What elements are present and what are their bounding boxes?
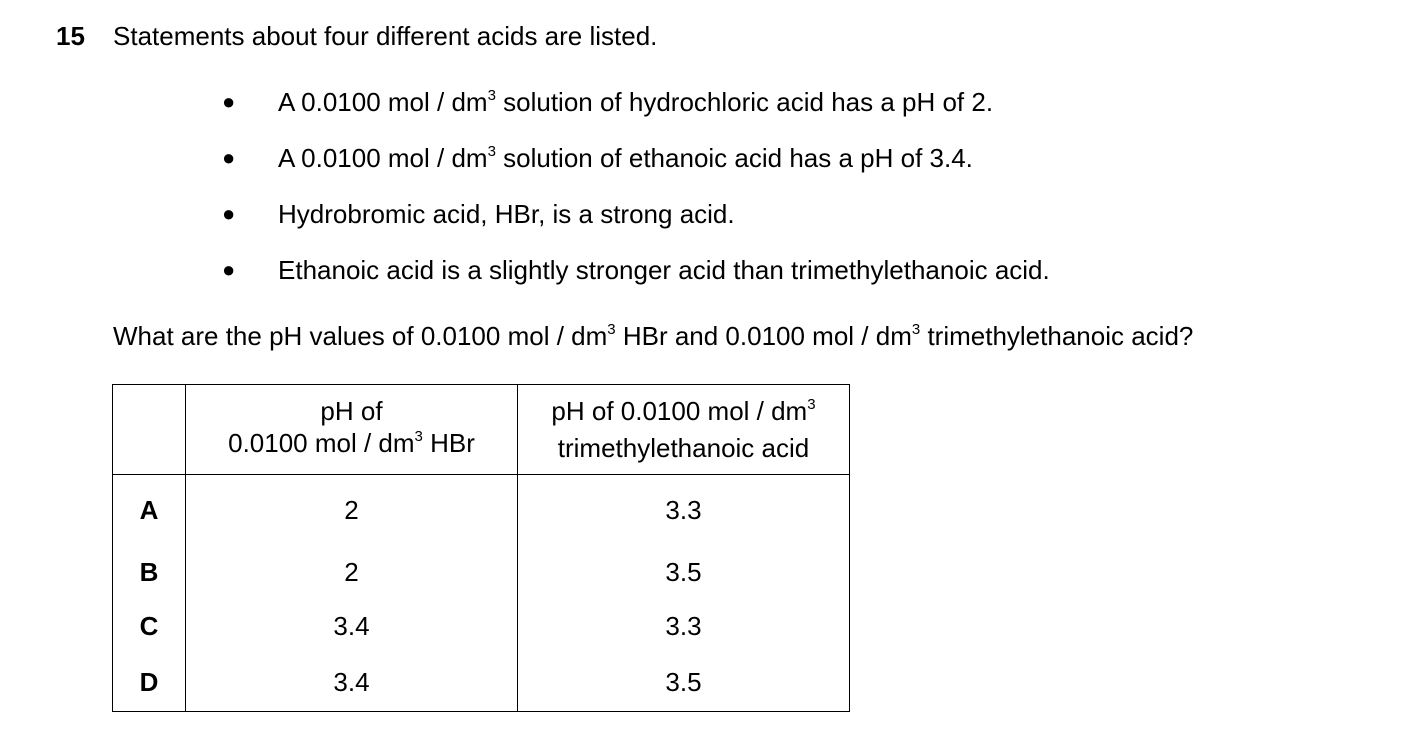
hbr-value: 2 (186, 475, 518, 546)
option-letter[interactable]: A (113, 475, 186, 546)
trimethylethanoic-value: 3.5 (518, 545, 850, 599)
statement-item (0, 140, 1403, 176)
question-number: 15 (56, 21, 85, 51)
bullet-icon: ● (222, 145, 236, 170)
trimethylethanoic-value: 3.3 (518, 475, 850, 546)
table-row[interactable] (113, 545, 850, 599)
table-row[interactable] (113, 599, 850, 653)
option-letter[interactable]: B (113, 545, 186, 599)
statement-text: Hydrobromic acid, HBr, is a strong acid. (278, 199, 735, 229)
header-blank-cell (113, 385, 186, 475)
header-trimethylethanoic-ph: pH of 0.0100 mol / $dm^3$ trimethylethanoic acid (518, 385, 850, 475)
statement-text: A 0.0100 mol / $dm^3$ solution of ethanoic acid has a pH of 3.4. (278, 143, 973, 173)
answer-table (112, 384, 850, 712)
statement-item (0, 196, 1403, 232)
statement-item (0, 84, 1403, 120)
question-stem: Statements about four different acids are listed. (113, 21, 658, 51)
statement-text: A 0.0100 mol / $dm^3$ solution of hydrochloric acid has a pH of 2. (278, 87, 994, 117)
statement-text: Ethanoic acid is a slightly stronger acid than trimethylethanoic acid. (278, 255, 1050, 285)
header-hbr-ph: pH of 0.0100 mol / $dm^3$ HBr (186, 385, 518, 475)
bullet-icon: ● (222, 201, 236, 226)
table-row[interactable] (113, 475, 850, 546)
bullet-icon: ● (222, 89, 236, 114)
option-letter[interactable]: D (113, 653, 186, 712)
trimethylethanoic-value: 3.5 (518, 653, 850, 712)
table-row[interactable] (113, 653, 850, 712)
hbr-value: 3.4 (186, 599, 518, 653)
bullet-icon: ● (222, 257, 236, 282)
statement-item (0, 252, 1403, 288)
option-letter[interactable]: C (113, 599, 186, 653)
trimethylethanoic-value: 3.3 (518, 599, 850, 653)
table-header-row (113, 385, 850, 475)
hbr-value: 2 (186, 545, 518, 599)
question-prompt: What are the pH values of 0.0100 mol / $dm^3$ HBr and 0.0100 mol / $dm^3$ trimethylethanoic acid? (113, 321, 1194, 351)
hbr-value: 3.4 (186, 653, 518, 712)
